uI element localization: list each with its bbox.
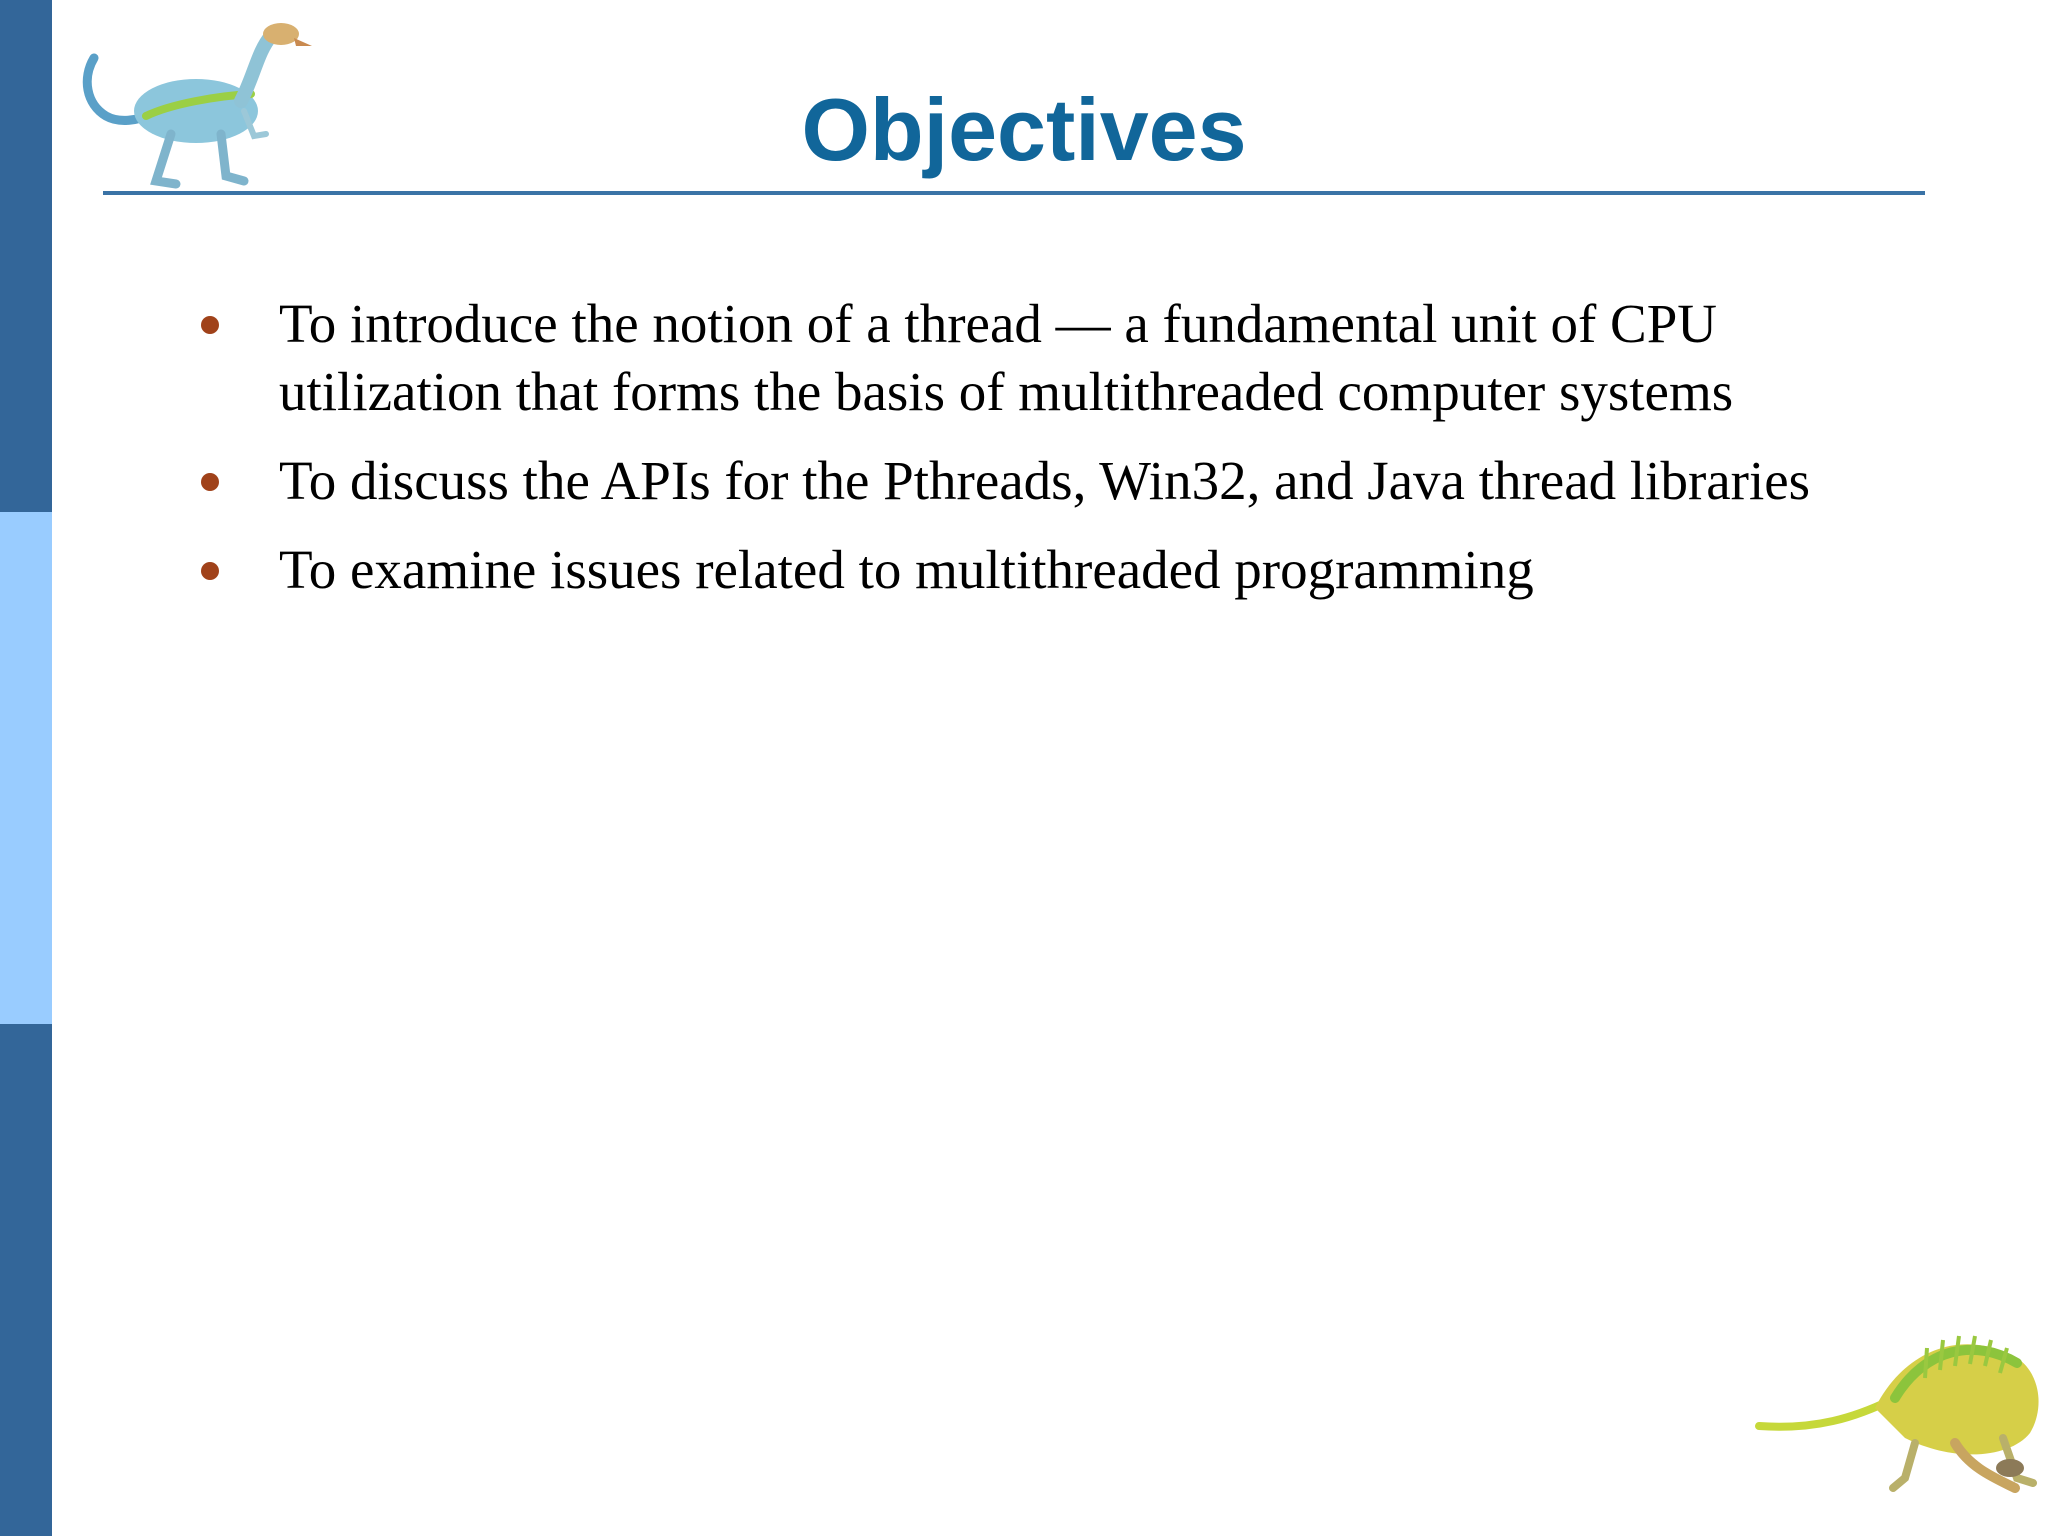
- bullet-dot: [201, 473, 219, 491]
- bullet-text: To introduce the notion of a thread — a fundamental unit of CPU utilization that forms the basis of multithreaded computer systems: [279, 293, 1734, 422]
- bullet-text: To discuss the APIs for the Pthreads, Win32, and Java thread libraries: [279, 450, 1811, 511]
- bullet-dot: [201, 316, 219, 334]
- bullet-dot: [201, 562, 219, 580]
- bullet-text: To examine issues related to multithreaded programming: [279, 539, 1534, 600]
- dinosaur-icon: [1755, 1318, 2048, 1503]
- slide-title: Objectives: [801, 80, 1247, 179]
